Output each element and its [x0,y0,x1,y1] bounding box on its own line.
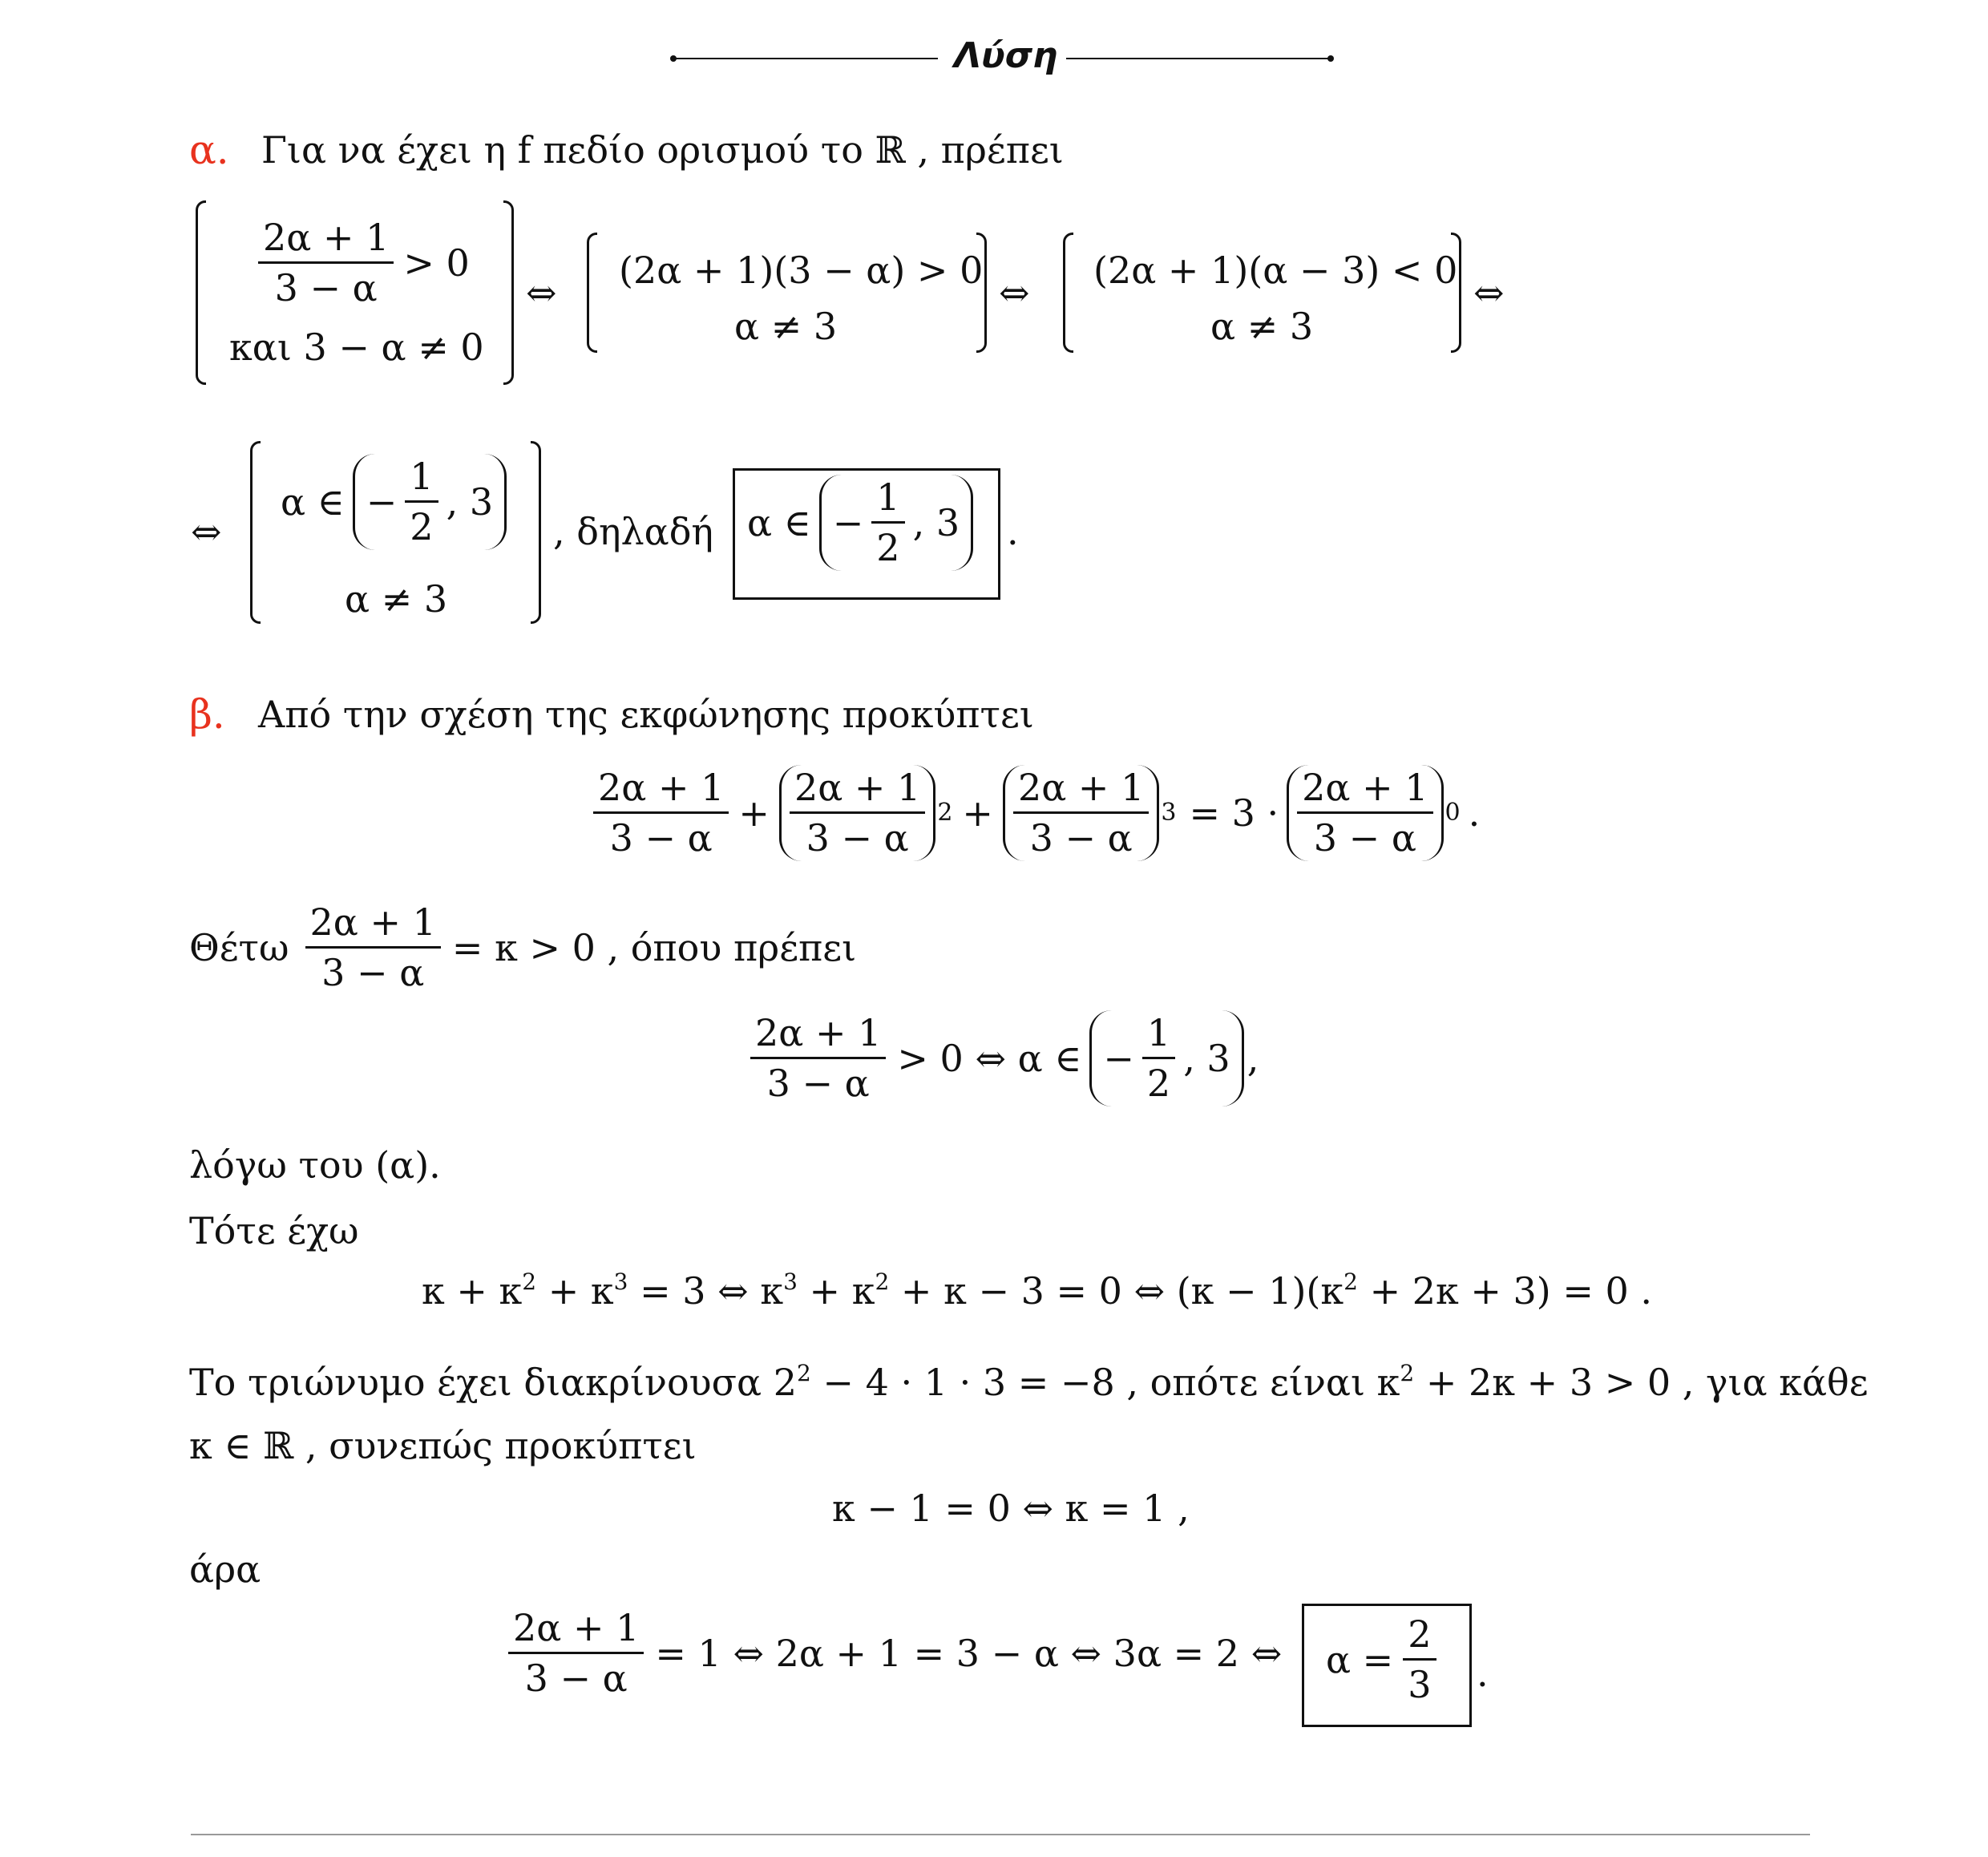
cond-interval [1089,1010,1243,1107]
kappa-eq-exp-d: 2 [875,1268,890,1295]
result-b-alpha-eq: α = [1326,1637,1394,1681]
theto-frac-num: 2α + 1 [305,903,441,949]
sys2-line2: α ≠ 3 [734,305,838,348]
part-b-intro: Από την σχέση της εκφώνησης προκύπτει [258,693,1034,736]
sys4-left-brace [250,441,261,624]
sys4-alpha-in: α ∈ [281,479,345,524]
sys1-gt0: > 0 [403,241,470,285]
cond-comma3: , 3 [1183,1036,1230,1080]
sys2-right-brace [976,233,987,353]
result-a-interval [819,475,973,571]
sys4-interval [353,454,507,550]
sys4-minus: − [366,479,398,524]
tote-text: Τότε έχω [189,1209,359,1252]
cond-frac [750,1011,886,1106]
eq-b-frac1 [593,768,729,858]
eq-b [593,765,1480,861]
eq-b-paren3 [1003,765,1159,861]
cond-frac-num: 2α + 1 [750,1013,886,1059]
kappa-eq-p3: = 3 ⇔ κ [628,1269,784,1313]
result-a-alpha-in: α ∈ [747,500,811,544]
iff-1: ⇔ [526,271,557,314]
sys1-line2: και 3 − α ≠ 0 [229,326,484,369]
result-a-minus: − [832,500,864,544]
kappa-eq-exp-e: 2 [1344,1268,1358,1295]
sys4-line1 [281,454,507,550]
sys4-comma3: , 3 [446,479,494,524]
eq-b-plus2: + [962,791,993,835]
kappa-equation [422,1268,1652,1313]
kappa-eq-p6: + 2κ + 3) = 0 . [1357,1269,1653,1313]
result-b-content [1326,1612,1436,1707]
eq-b-frac3-num: 2α + 1 [1013,768,1149,814]
sys2-line1: (2α + 1)(3 − α) > 0 [619,249,984,292]
part-a-label: α. [189,127,229,173]
eq-b-frac2-den: 3 − α [806,816,909,860]
k1-equation: κ − 1 = 0 ⇔ κ = 1 , [832,1487,1190,1530]
cond-half [1142,1011,1175,1106]
result-b-frac [1403,1612,1436,1707]
eq-b-eq3: = 3 · [1189,791,1279,835]
eq-b-frac4-num: 2α + 1 [1297,768,1432,814]
result-a-comma3: , 3 [912,500,960,544]
theto-line [189,900,857,995]
cond-comma: , [1247,1036,1259,1080]
trionymo-line [189,1360,1869,1404]
result-a-half-num: 1 [871,478,904,524]
sys3-left-brace [1063,233,1073,353]
result-a-half-den: 2 [876,526,900,570]
sys1-right-brace [503,200,514,385]
eq-b-frac4-den: 3 − α [1313,816,1416,860]
final-rest: = 1 ⇔ 2α + 1 = 3 − α ⇔ 3α = 2 ⇔ [655,1631,1283,1675]
eq-b-exp3: 3 [1161,799,1177,827]
kappa-in-R-line: κ ∈ ℝ , συνεπώς προκύπτει [189,1424,697,1467]
eq-b-paren0 [1287,765,1443,861]
final-equation [508,1606,1283,1701]
heading-left-rule [673,58,938,59]
trionymo-exp-b: 2 [1400,1360,1415,1386]
sys3-right-brace [1451,233,1461,353]
final-frac-num: 2α + 1 [508,1608,644,1654]
trionymo-exp-a: 2 [796,1360,811,1386]
eq-b-dot: . [1468,791,1481,835]
sys1-fraction [258,218,394,308]
theto-rest: = κ > 0 , όπου πρέπει [451,925,857,969]
eq-b-exp2: 2 [937,799,953,827]
sys1-line1 [258,218,470,308]
part-b-label: β. [189,691,225,738]
cond-gt0-iff: > 0 ⇔ α ∈ [897,1036,1082,1080]
trionymo-p2: − 4 · 1 · 3 = −8 , οπότε είναι κ [810,1361,1400,1404]
sys4-half-den: 2 [410,505,434,549]
kappa-eq-exp-c: 3 [783,1268,798,1295]
kappa-eq-exp-b: 3 [613,1268,628,1295]
iff-2: ⇔ [999,271,1030,314]
eq-b-frac4 [1297,768,1432,858]
cond-line [750,1010,1259,1107]
result-b-dot: . [1477,1652,1489,1695]
footer-rule [191,1834,1810,1835]
kappa-eq-p2: + κ [536,1269,614,1313]
eq-b-exp0: 0 [1445,799,1461,827]
sys3-line2: α ≠ 3 [1210,305,1314,348]
cond-frac-den: 3 − α [766,1062,870,1106]
ara-text: άρα [189,1548,261,1591]
sys1-frac-num: 2α + 1 [258,218,394,264]
result-a-content [747,475,973,571]
part-a-intro: Για να έχει η f πεδίο ορισμού το ℝ , πρέπει [261,128,1064,172]
cond-minus: − [1103,1036,1134,1080]
eq-b-paren2 [779,765,935,861]
theto-frac [305,900,441,995]
kappa-eq-p4: + κ [797,1269,875,1313]
cond-half-num: 1 [1142,1013,1175,1059]
eq-b-frac1-num: 2α + 1 [593,768,729,814]
final-frac-den: 3 − α [524,1657,628,1701]
result-a-dot: . [1007,510,1019,553]
sys4-line2: α ≠ 3 [345,577,448,621]
heading-right-rule [1066,58,1331,59]
eq-b-frac2 [790,768,925,858]
heading-right-dot [1327,55,1334,62]
eq-b-frac1-den: 3 − α [609,816,713,860]
sys1-frac-den: 3 − α [274,266,378,310]
kappa-eq-p1: κ + κ [422,1269,523,1313]
sys4-right-brace [531,441,541,624]
kappa-eq-p5: + κ − 3 = 0 ⇔ (κ − 1)(κ [889,1269,1344,1313]
logo-text: λόγω του (α). [189,1143,441,1187]
result-b-den: 3 [1408,1663,1432,1707]
heading-title: Λύση [954,35,1058,76]
delada-text: , δηλαδή [553,510,713,553]
iff-3: ⇔ [1473,271,1505,314]
sys4-half-num: 1 [405,457,438,503]
result-b-num: 2 [1403,1615,1436,1661]
eq-b-plus1: + [738,791,770,835]
trionymo-p3: + 2κ + 3 > 0 , για κάθε [1414,1361,1869,1404]
iff-4: ⇔ [191,510,222,553]
kappa-eq-exp-a: 2 [522,1268,537,1295]
sys1-left-brace [196,200,206,385]
eq-b-frac3-den: 3 − α [1029,816,1133,860]
sys2-left-brace [587,233,597,353]
final-frac [508,1606,644,1701]
eq-b-frac2-num: 2α + 1 [790,768,925,814]
trionymo-p1: Το τριώνυμο έχει διακρίνουσα 2 [189,1361,797,1404]
theto-frac-den: 3 − α [321,951,425,995]
result-a-half [871,475,904,570]
sys4-half [405,457,438,547]
eq-b-frac3 [1013,768,1149,858]
cond-half-den: 2 [1146,1062,1171,1106]
sys3-line1: (2α + 1)(α − 3) < 0 [1093,249,1458,292]
theto-word: Θέτω [189,925,289,969]
